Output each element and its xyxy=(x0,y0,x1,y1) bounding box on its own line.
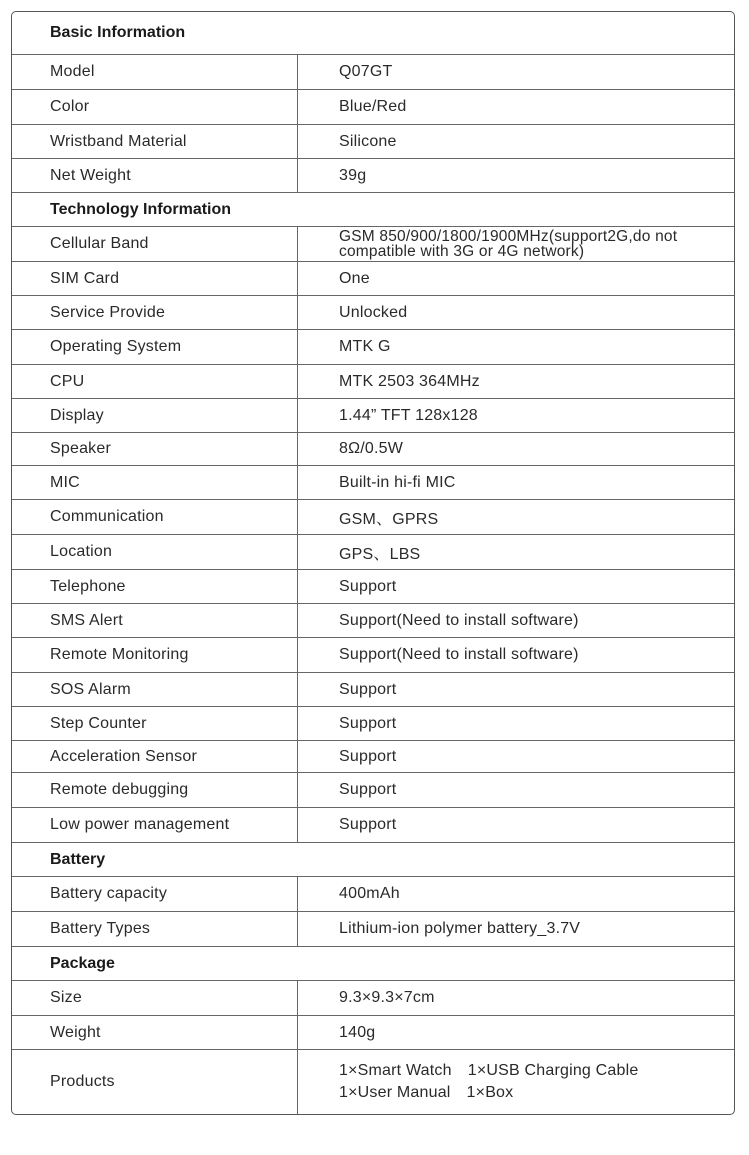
spec-label: CPU xyxy=(12,365,298,398)
spec-label: Speaker xyxy=(12,433,298,465)
spec-value: GSM、GPRS xyxy=(339,510,439,528)
spec-label: Net Weight xyxy=(12,159,298,192)
spec-value: GSM 850/900/1800/1900MHz(support2G,do not compatible with 3G or 4G network) xyxy=(339,228,678,260)
section-title: Battery xyxy=(50,850,106,868)
spec-label: Products xyxy=(12,1050,298,1114)
spec-row-sms-alert xyxy=(12,604,734,638)
spec-label: Model xyxy=(12,55,298,89)
spec-row-telephone xyxy=(12,570,734,604)
spec-label: Operating System xyxy=(12,330,298,364)
spec-value: 8Ω/0.5W xyxy=(339,440,404,457)
spec-row-battery-types xyxy=(12,912,734,947)
spec-value: 39g xyxy=(339,166,367,184)
spec-row-location xyxy=(12,535,734,570)
spec-value: GPS、LBS xyxy=(339,545,421,563)
spec-label: SOS Alarm xyxy=(12,673,298,706)
spec-row-size xyxy=(12,981,734,1016)
spec-row-battery-capacity xyxy=(12,877,734,912)
spec-label: Remote Monitoring xyxy=(12,638,298,672)
spec-label: Step Counter xyxy=(12,707,298,740)
spec-value: Support(Need to install software) xyxy=(339,611,579,629)
section-title: Package xyxy=(50,954,115,972)
section-title: Basic Information xyxy=(50,24,186,41)
spec-value: Silicone xyxy=(339,132,397,150)
product-item: 1×Box xyxy=(466,1084,514,1101)
spec-value: 140g xyxy=(339,1023,376,1041)
spec-row-low-power-management xyxy=(12,808,734,843)
spec-label: Service Provide xyxy=(12,296,298,329)
spec-row-model xyxy=(12,55,734,90)
spec-value: Support xyxy=(339,714,397,732)
section-header-basic xyxy=(12,12,734,55)
spec-row-color xyxy=(12,90,734,125)
spec-row-cpu xyxy=(12,365,734,399)
section-header-package xyxy=(12,947,734,981)
spec-row-remote-debugging xyxy=(12,773,734,808)
spec-label: Display xyxy=(12,399,298,432)
spec-value: Lithium-ion polymer battery_3.7V xyxy=(339,920,581,937)
spec-row-operating-system xyxy=(12,330,734,365)
spec-value: Support xyxy=(339,680,397,698)
spec-value: Support xyxy=(339,577,397,595)
products-line xyxy=(339,1060,638,1082)
spec-value: Unlocked xyxy=(339,303,408,321)
spec-value: Q07GT xyxy=(339,63,393,80)
section-header-technology xyxy=(12,193,734,227)
product-item: 1×User Manual xyxy=(339,1084,451,1101)
spec-value: Support xyxy=(339,747,397,765)
spec-row-products xyxy=(12,1050,734,1114)
spec-label: Remote debugging xyxy=(12,773,298,807)
spec-value: 400mAh xyxy=(339,885,400,902)
spec-table xyxy=(11,11,735,1115)
spec-label: Battery capacity xyxy=(12,877,298,911)
spec-value: Built-in hi-fi MIC xyxy=(339,473,456,491)
spec-row-display xyxy=(12,399,734,433)
spec-value: Support xyxy=(339,816,397,833)
section-title: Technology Information xyxy=(50,200,232,218)
spec-value: 1.44” TFT 128x128 xyxy=(339,406,478,424)
spec-label: Location xyxy=(12,535,298,569)
spec-row-cellular-band xyxy=(12,227,734,262)
spec-row-speaker xyxy=(12,433,734,466)
spec-row-net-weight xyxy=(12,159,734,193)
spec-label: Color xyxy=(12,90,298,124)
spec-value: One xyxy=(339,269,370,287)
spec-label: Battery Types xyxy=(12,912,298,946)
spec-row-wristband-material xyxy=(12,125,734,159)
spec-row-communication xyxy=(12,500,734,535)
product-item: 1×USB Charging Cable xyxy=(467,1062,639,1079)
spec-row-acceleration-sensor xyxy=(12,741,734,773)
section-header-battery xyxy=(12,843,734,877)
spec-label: SIM Card xyxy=(12,262,298,295)
spec-label: Low power management xyxy=(12,808,298,842)
spec-label: Cellular Band xyxy=(12,227,298,261)
spec-label: Weight xyxy=(12,1016,298,1049)
spec-label: Wristband Material xyxy=(12,125,298,158)
spec-label: SMS Alert xyxy=(12,604,298,637)
spec-value: MTK 2503 364MHz xyxy=(339,372,480,390)
spec-label: Communication xyxy=(12,500,298,534)
product-item: 1×Smart Watch xyxy=(339,1062,452,1079)
spec-row-step-counter xyxy=(12,707,734,741)
spec-row-service-provide xyxy=(12,296,734,330)
spec-value: Support xyxy=(339,781,397,798)
spec-row-sim-card xyxy=(12,262,734,296)
spec-value: Support(Need to install software) xyxy=(339,646,579,663)
spec-label: Size xyxy=(12,981,298,1015)
spec-row-mic xyxy=(12,466,734,500)
spec-row-sos-alarm xyxy=(12,673,734,707)
products-line xyxy=(339,1082,513,1104)
spec-label: Telephone xyxy=(12,570,298,603)
spec-label: Acceleration Sensor xyxy=(12,741,298,772)
spec-row-weight xyxy=(12,1016,734,1050)
spec-row-remote-monitoring xyxy=(12,638,734,673)
spec-value: Blue/Red xyxy=(339,98,407,115)
spec-label: MIC xyxy=(12,466,298,499)
products-list xyxy=(339,1050,724,1114)
spec-value: MTK G xyxy=(339,338,391,355)
spec-value: 9.3×9.3×7cm xyxy=(339,989,435,1006)
